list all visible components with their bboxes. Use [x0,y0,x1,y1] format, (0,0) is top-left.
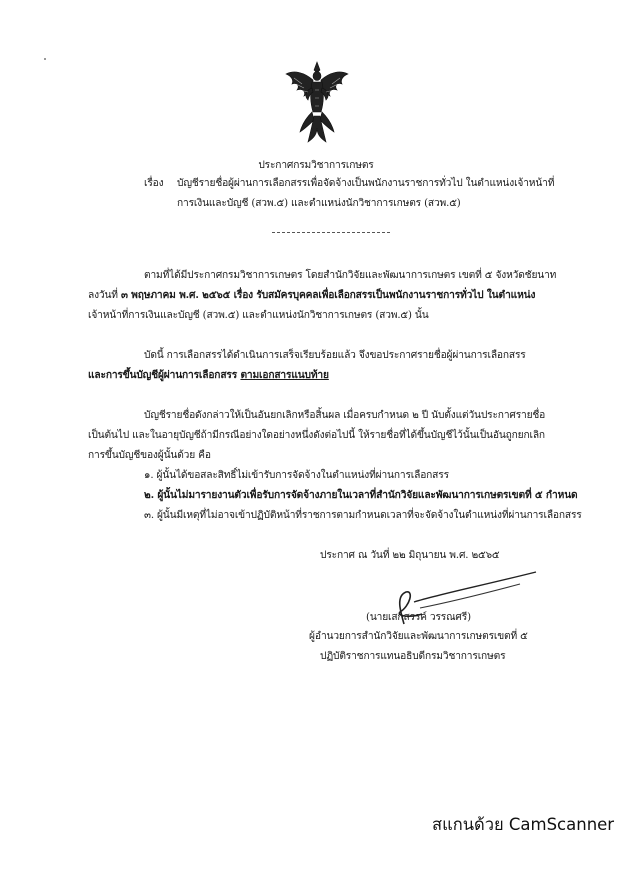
announcement-date: ประกาศ ณ วันที่ ๒๒ มิถุนายน พ.ศ. ๒๕๖๕ [320,550,500,561]
paragraph-3-line-1: บัญชีรายชื่อดังกล่าวให้เป็นอันยกเลิกหรือสิ้นผล เมื่อครบกำหนด ๒ ปี นับตั้งแต่วันประกาศรายชื่อ [144,410,546,421]
paragraph-1-line-1: ตามที่ได้มีประกาศกรมวิชาการเกษตร โดยสำนักวิจัยและพัฒนาการเกษตร เขตที่ ๕ จังหวัดชัยนาท [144,270,557,281]
garuda-emblem-icon [282,60,352,146]
para2-line2-normal: และการขึ้นบัญชีผู้ผ่านการเลือกสรร [88,369,241,381]
divider-line [272,232,390,233]
para1-line2-normal: ลงวันที่ [88,290,121,301]
list-item-2: ๒. ผู้นั้นไม่มารายงานตัวเพื่อรับการจัดจ้างภายในเวลาที่สำนักวิจัยและพัฒนาการเกษตรเขตที่ ๕ กำหนด [144,489,578,501]
paragraph-3-line-3: การขึ้นบัญชีของผู้นั้นด้วย คือ [88,450,211,461]
paragraph-2-line-2 [88,369,329,382]
para1-line2-bold: ๓ พฤษภาคม พ.ศ. ๒๕๖๕ เรื่อง รับสมัครบุคคลเพื่อเลือกสรรเป็นพนักงานราชการทั่วไป ในตำแหน่ง [120,289,536,301]
subject-line-1: บัญชีรายชื่อผู้ผ่านการเลือกสรรเพื่อจัดจ้างเป็นพนักงานราชการทั่วไป ในตำแหน่งเจ้าหน้าที่ [177,178,555,189]
paragraph-2-line-1: บัดนี้ การเลือกสรรได้ดำเนินการเสร็จเรียบร้อยแล้ว จึงขอประกาศรายชื่อผู้ผ่านการเลือกสรร [144,350,526,361]
signer-name: (นายเสกสรรค์ วรรณศรี) [366,612,471,623]
signer-title-1: ผู้อำนวยการสำนักวิจัยและพัฒนาการเกษตรเขตที่ ๕ [309,631,528,642]
list-item-1: ๑. ผู้นั้นได้ขอสละสิทธิ์ไม่เข้ารับการจัดจ้างในตำแหน่งที่ผ่านการเลือกสรร [144,470,449,481]
camscanner-watermark: สแกนด้วย CamScanner [432,815,615,834]
agency-header: ประกาศกรมวิชาการเกษตร [258,160,374,171]
subject-label: เรื่อง [144,178,164,189]
signer-title-2: ปฏิบัติราชการแทนอธิบดีกรมวิชาการเกษตร [320,651,506,662]
para2-line2-bold: ตามเอกสารแนบท้าย [240,369,329,381]
paragraph-1-line-3: เจ้าหน้าที่การเงินและบัญชี (สวพ.๕) และตำแหน่งนักวิชาการเกษตร (สวพ.๕) นั้น [88,310,429,321]
paragraph-1-line-2 [88,289,535,302]
paragraph-3-line-2: เป็นต้นไป และในอายุบัญชีถ้ามีกรณีอย่างใดอย่างหนึ่งดังต่อไปนี้ ให้รายชื่อที่ได้ขึ้นบัญชีไว้นั้นเป็นอันถูกยกเลิก [88,430,545,441]
scan-speck [44,58,46,60]
list-item-3: ๓. ผู้นั้นมีเหตุที่ไม่อาจเข้าปฏิบัติหน้าที่ราชการตามกำหนดเวลาที่จะจัดจ้างในตำแหน่งที่ผ่านการเลือกสรร [144,510,582,521]
subject-line-2: การเงินและบัญชี (สวพ.๕) และตำแหน่งนักวิชาการเกษตร (สวพ.๕) [177,198,461,209]
